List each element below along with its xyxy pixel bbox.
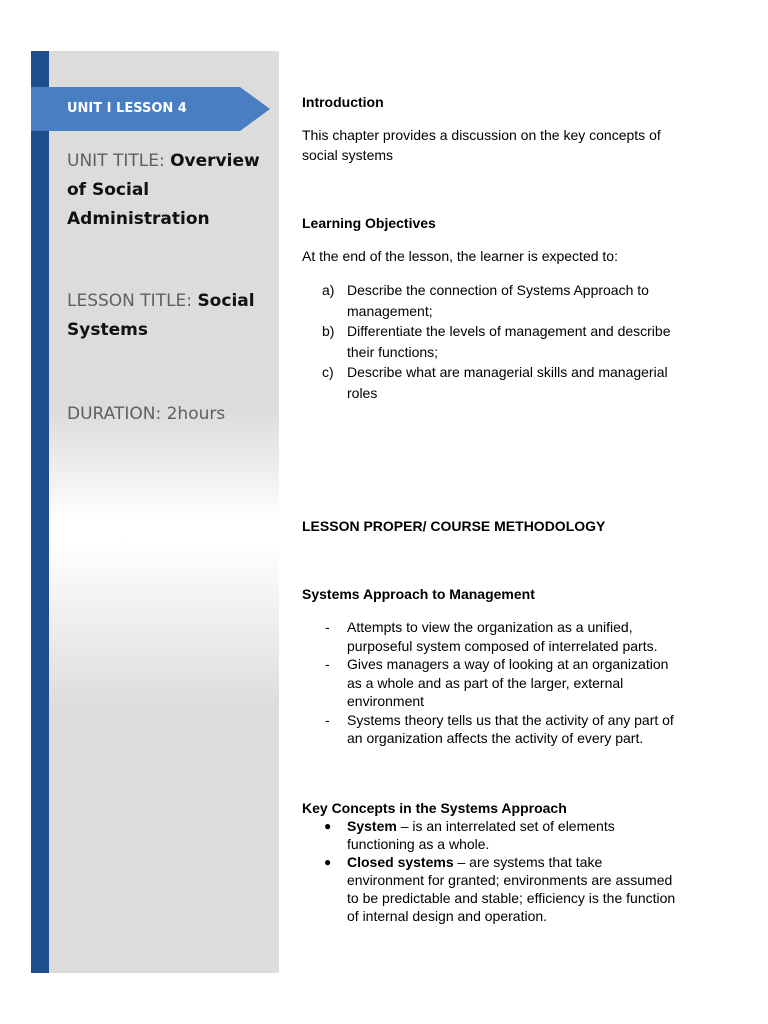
list-item: [322, 362, 682, 403]
list-item: [322, 321, 682, 362]
dash-marker: -: [325, 619, 330, 635]
list-item-text: Gives managers a way of looking at an organization as a whole and as part of the larger, external environment: [347, 656, 669, 709]
systems-approach-heading: Systems Approach to Management: [302, 586, 535, 602]
concept-definition: – are systems that take environment for granted; environments are assumed to be predictable and stable; efficiency is the function of internal design and operation.: [347, 854, 676, 924]
concept-term: System: [347, 818, 397, 834]
list-marker: a): [322, 282, 335, 298]
lesson-proper-heading: LESSON PROPER/ COURSE METHODOLOGY: [302, 518, 606, 534]
duration: [67, 400, 267, 429]
list-item-text: Systems theory tells us that the activity of any part of an organization affects the activity of every part.: [347, 711, 674, 746]
bullet-icon: ●: [324, 855, 332, 869]
lesson-title-value: Social Systems: [67, 291, 255, 340]
sidebar-accent-bar: [31, 51, 49, 973]
list-item-text: Differentiate the levels of management and describe their functions;: [347, 323, 671, 360]
list-marker: c): [322, 364, 334, 380]
systems-approach-list: [325, 618, 680, 748]
list-marker: b): [322, 323, 335, 339]
list-item: [322, 280, 682, 321]
list-item: [325, 655, 680, 711]
learning-objectives-lead: At the end of the lesson, the learner is expected to:: [302, 248, 618, 264]
dash-marker: -: [325, 656, 330, 672]
list-item: [325, 711, 680, 748]
unit-title: [67, 147, 267, 234]
list-item-text: Describe what are managerial skills and managerial roles: [347, 364, 668, 401]
concept-term: Closed systems: [347, 854, 454, 870]
objectives-list: [322, 280, 682, 403]
dash-marker: -: [325, 711, 330, 728]
key-concepts-heading: Key Concepts in the Systems Approach: [302, 800, 567, 816]
list-item-text: Attempts to view the organization as a unified, purposeful system composed of interrelated parts.: [347, 619, 658, 654]
list-item: [325, 618, 680, 655]
key-concepts-list: [324, 817, 679, 925]
duration-label: DURATION:: [67, 404, 162, 424]
list-item-text: Describe the connection of Systems Approach to management;: [347, 282, 649, 319]
concept-definition: – is an interrelated set of elements functioning as a whole.: [347, 818, 615, 852]
bullet-icon: ●: [324, 819, 332, 833]
learning-objectives-heading: Learning Objectives: [302, 215, 436, 231]
list-item: [324, 853, 679, 925]
lesson-title: [67, 287, 267, 345]
duration-value: 2hours: [166, 404, 226, 424]
lesson-title-label: LESSON TITLE:: [67, 291, 193, 311]
unit-lesson-ribbon: UNIT I LESSON 4: [31, 87, 240, 131]
unit-title-label: UNIT TITLE:: [67, 151, 165, 171]
list-item: [324, 817, 679, 853]
introduction-heading: Introduction: [302, 94, 384, 110]
unit-title-value: Overview of Social Administration: [67, 151, 260, 229]
ribbon-arrow-icon: [240, 87, 270, 131]
introduction-text: This chapter provides a discussion on the key concepts of social systems: [302, 127, 661, 163]
